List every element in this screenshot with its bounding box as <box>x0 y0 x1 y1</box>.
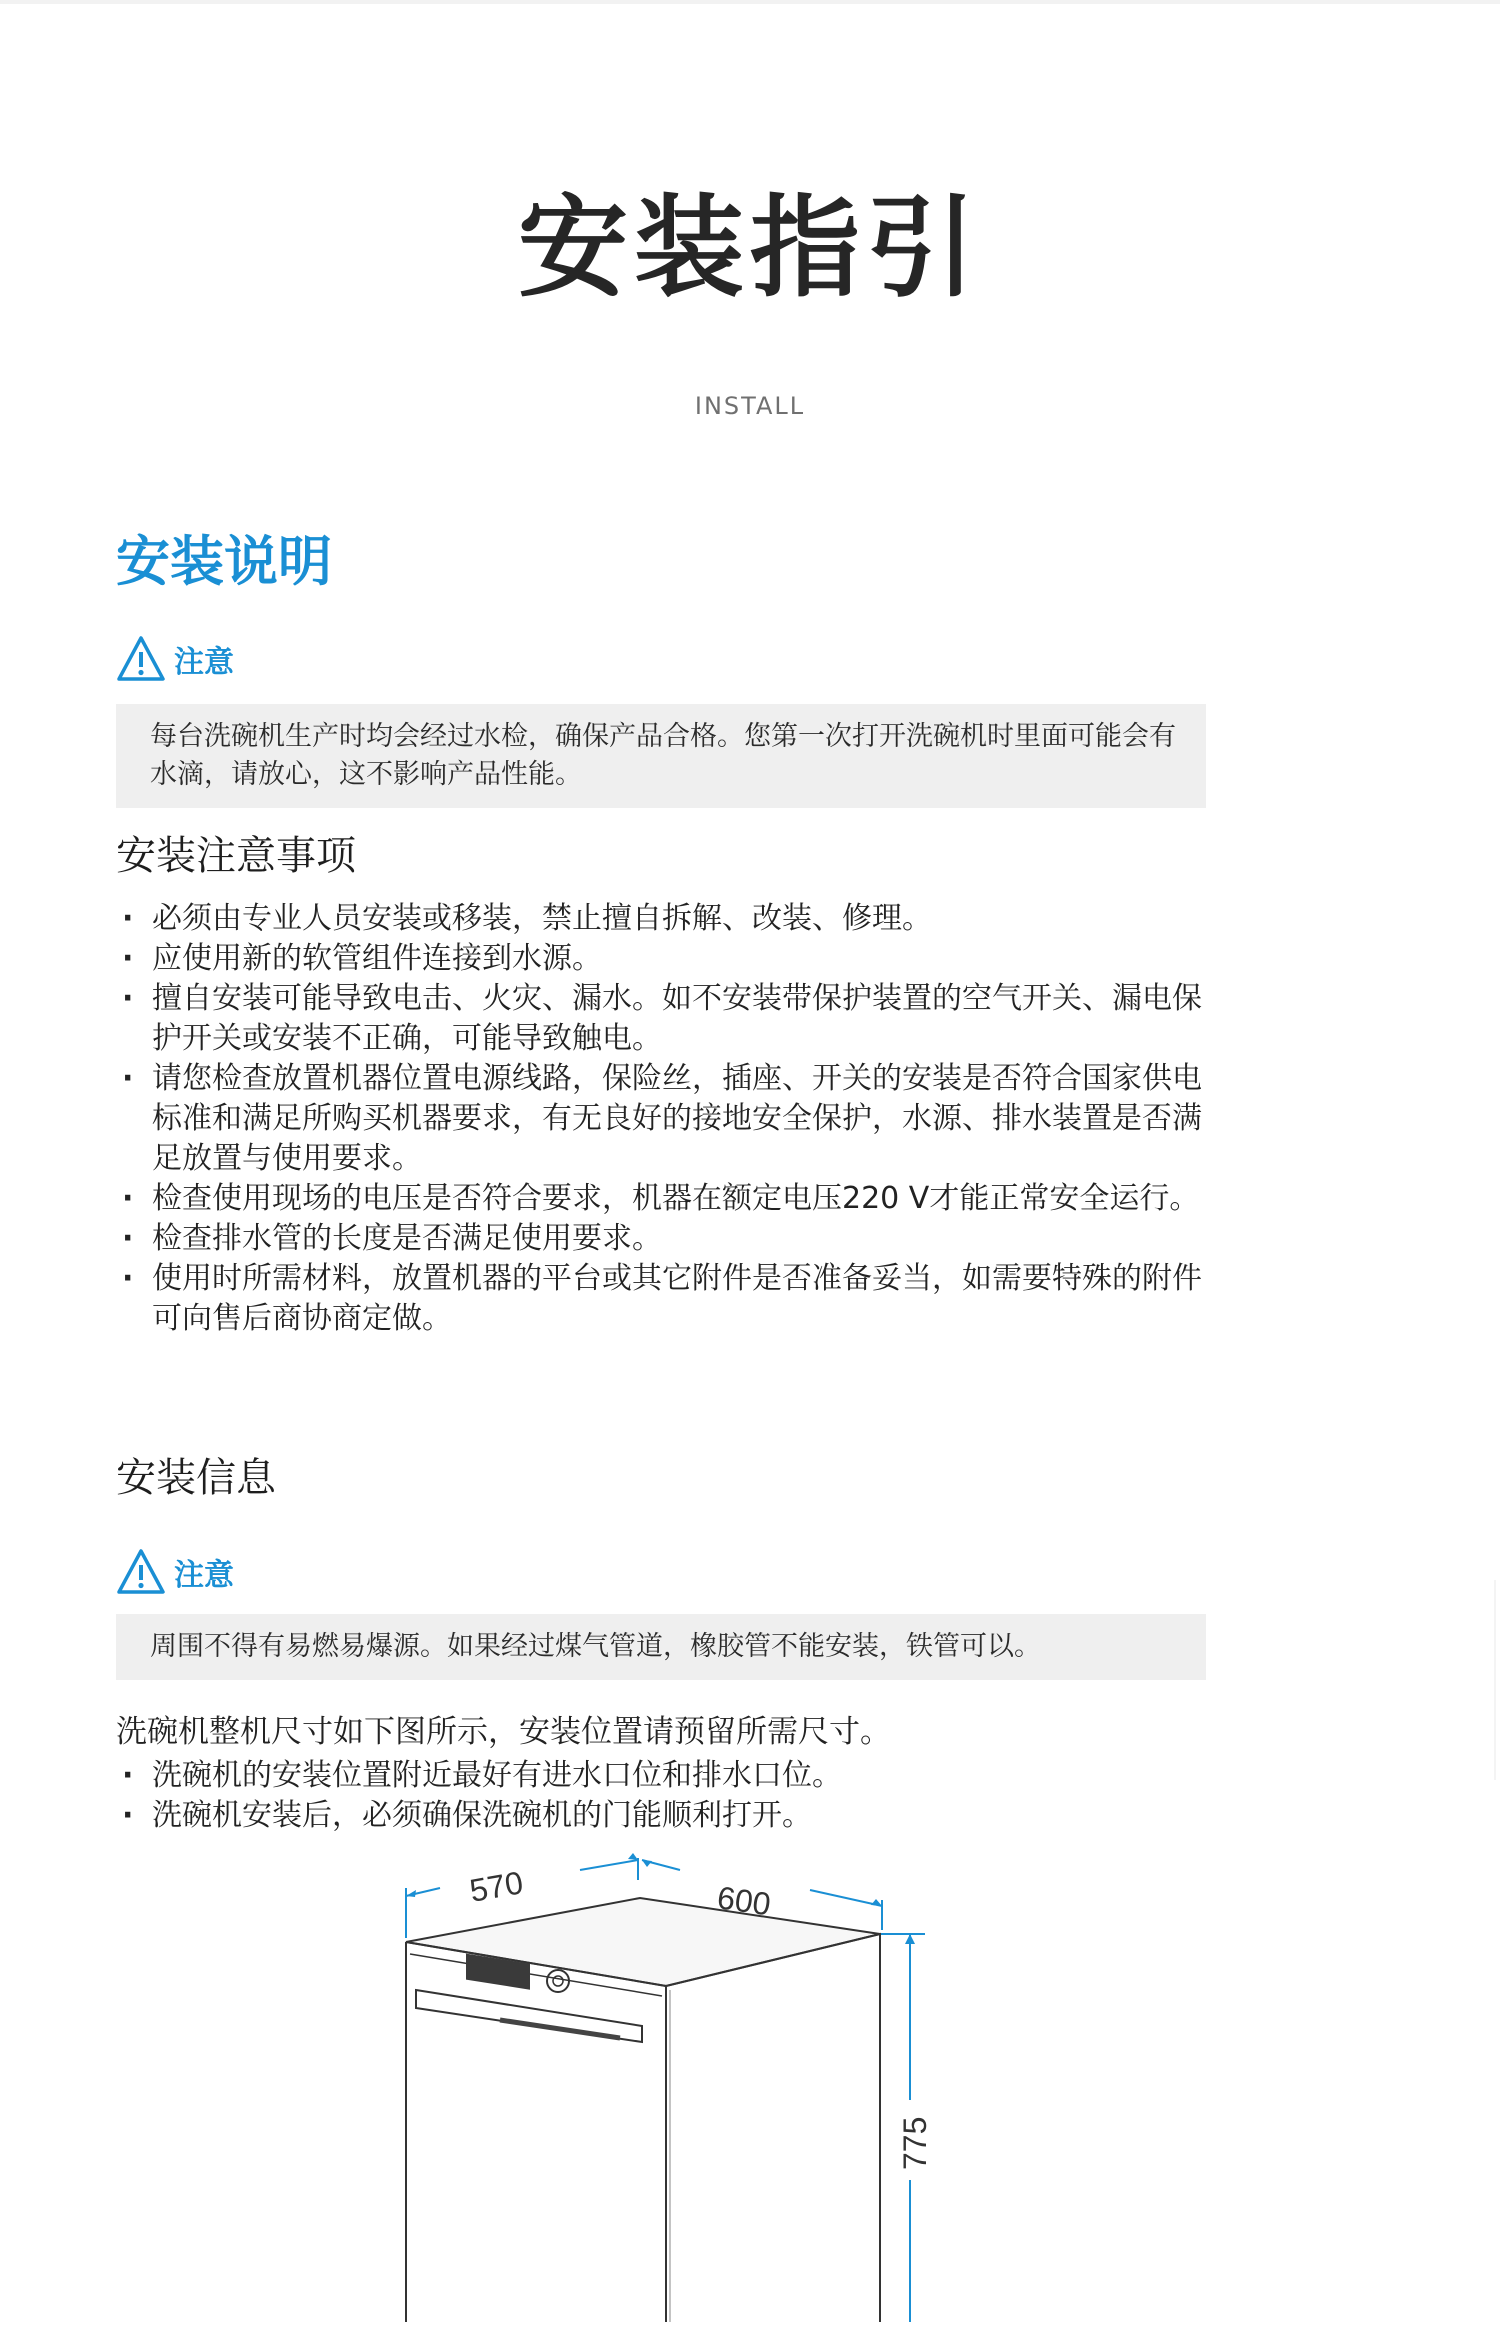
notice-label: 注意 <box>174 645 234 680</box>
notice-text-2: 周围不得有易燃易爆源。如果经过煤气管道，橡胶管不能安装，铁管可以。 <box>150 1631 1041 1662</box>
notice-header-2 <box>116 1547 234 1597</box>
section-heading: 安装说明 <box>116 530 332 593</box>
install-info-heading: 安装信息 <box>116 1455 276 1501</box>
warning-icon <box>116 1548 166 1596</box>
list-item: · 检查排水管的长度是否满足使用要求。 <box>122 1219 1212 1259</box>
list-item: · 请您检查放置机器位置电源线路，保险丝，插座、开关的安装是否符合国家供电标准和满足所购买机器要求，有无良好的接地安全保护，水源、排水装置是否满足放置与使用要求。 <box>122 1059 1212 1179</box>
notice-box-2 <box>116 1614 1206 1680</box>
list-item: · 必须由专业人员安装或移装，禁止擅自拆解、改装、修理。 <box>122 899 1212 939</box>
top-divider <box>0 0 1500 4</box>
list-item: · 洗碗机的安装位置附近最好有进水口位和排水口位。 <box>122 1756 1212 1796</box>
list-item: · 洗碗机安装后，必须确保洗碗机的门能顺利打开。 <box>122 1796 1212 1836</box>
list-item: · 检查使用现场的电压是否符合要求，机器在额定电压220 V才能正常安全运行。 <box>122 1179 1212 1219</box>
precautions-heading: 安装注意事项 <box>116 833 356 879</box>
list-item: · 应使用新的软管组件连接到水源。 <box>122 939 1212 979</box>
list-item: · 擅自安装可能导致电击、火灾、漏水。如不安装带保护装置的空气开关、漏电保护开关或安装不正确，可能导致触电。 <box>122 979 1212 1059</box>
dimensions-intro: 洗碗机整机尺寸如下图所示，安装位置请预留所需尺寸。 <box>116 1714 891 1750</box>
edge-divider <box>1494 1580 1496 1780</box>
width-label: 570 <box>466 1864 526 1909</box>
notice-label-2: 注意 <box>174 1558 234 1593</box>
notice-header <box>116 634 234 684</box>
notice-box <box>116 704 1206 808</box>
depth-label: 600 <box>715 1879 773 1923</box>
install-info-list <box>122 1756 1212 1836</box>
list-item: · 使用时所需材料，放置机器的平台或其它附件是否准备妥当，如需要特殊的附件可向售后商协商定做。 <box>122 1259 1212 1339</box>
notice-text: 每台洗碗机生产时均会经过水检，确保产品合格。您第一次打开洗碗机时里面可能会有水滴，请放心，这不影响产品性能。 <box>150 721 1176 790</box>
dishwasher-dimension-diagram <box>380 1850 940 2322</box>
height-label: 775 <box>897 2116 933 2170</box>
precautions-list <box>122 899 1212 1339</box>
warning-icon <box>116 635 166 683</box>
page-title: 安装指引 <box>518 184 982 312</box>
page-subtitle: INSTALL <box>694 392 806 420</box>
